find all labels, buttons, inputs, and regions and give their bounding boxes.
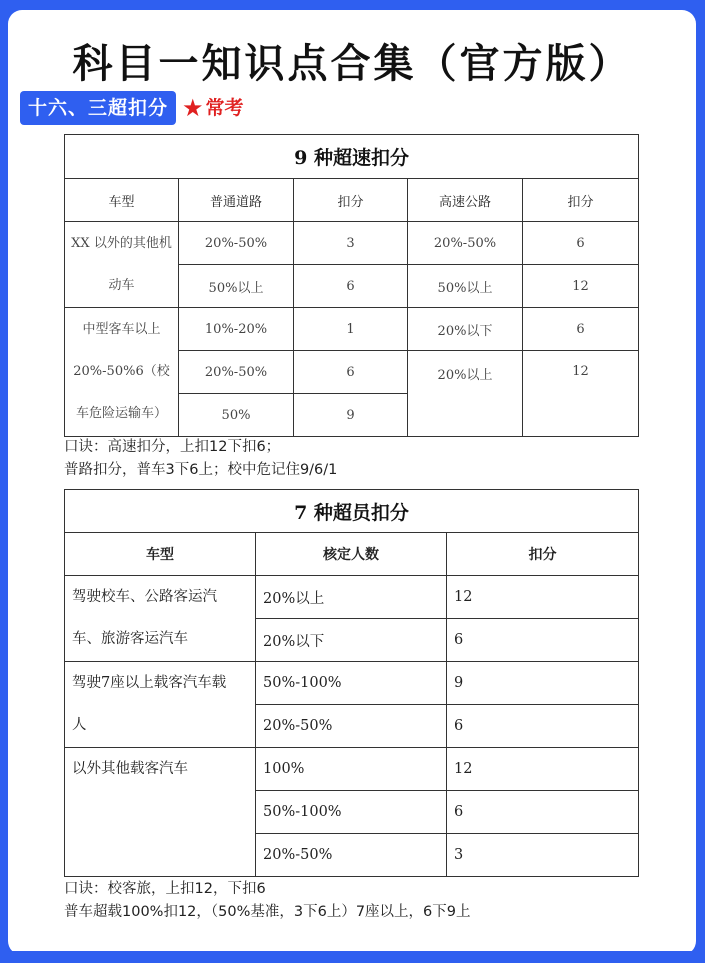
vehicle-type-cell bbox=[65, 662, 256, 748]
page-title: 科目一知识点合集（官方版） bbox=[72, 40, 632, 87]
road-points-cell: 6 bbox=[294, 265, 408, 308]
table-row bbox=[65, 576, 639, 619]
table-row bbox=[65, 222, 639, 265]
column-header: 高速公路 bbox=[408, 179, 523, 222]
vehicle-line: 中型客车以上 bbox=[82, 322, 161, 337]
table-row bbox=[65, 662, 639, 705]
ratio-cell: 20%-50% bbox=[256, 834, 447, 877]
highway-range-cell: 20%以上 bbox=[408, 351, 523, 437]
highway-range-cell: 20%以下 bbox=[408, 308, 523, 351]
column-header: 普通道路 bbox=[179, 179, 294, 222]
road-points-cell: 3 bbox=[294, 222, 408, 265]
highway-points-cell: 12 bbox=[523, 351, 639, 437]
points-cell: 6 bbox=[447, 791, 639, 834]
vehicle-line: 车、旅游客运汽车 bbox=[72, 631, 188, 647]
bottom-border bbox=[0, 951, 705, 963]
vehicle-type-cell: 以外其他载客汽车 bbox=[65, 748, 256, 877]
points-cell: 12 bbox=[447, 748, 639, 791]
section-label: 十六、三超扣分 bbox=[20, 91, 176, 125]
section-header bbox=[20, 90, 244, 126]
points-cell: 6 bbox=[447, 619, 639, 662]
vehicle-line: 20%-50%6（校 bbox=[73, 364, 170, 379]
table-caption: 9 种超速扣分 bbox=[65, 135, 639, 179]
table-row bbox=[65, 748, 639, 791]
road-range-cell: 20%-50% bbox=[179, 222, 294, 265]
mnemonic-line: 普路扣分，普车3下6上；校中危记住9/6/1 bbox=[64, 462, 338, 478]
ratio-cell: 50%-100% bbox=[256, 662, 447, 705]
road-points-cell: 9 bbox=[294, 394, 408, 437]
vehicle-line: 驾驶7座以上载客汽车载 bbox=[72, 675, 227, 691]
vehicle-line: 人 bbox=[72, 717, 87, 733]
star-icon: ★ bbox=[182, 94, 204, 122]
speeding-mnemonic bbox=[64, 436, 337, 482]
highway-range-cell: 20%-50% bbox=[408, 222, 523, 265]
ratio-cell: 20%-50% bbox=[256, 705, 447, 748]
ratio-cell: 20%以下 bbox=[256, 619, 447, 662]
column-header: 车型 bbox=[65, 179, 179, 222]
mnemonic-line: 普车超载100%扣12，（50%基准，3下6上）7座以上，6下9上 bbox=[64, 904, 471, 920]
table-caption: 7 种超员扣分 bbox=[65, 490, 639, 533]
column-header: 车型 bbox=[65, 533, 256, 576]
frequent-badge: 常考 bbox=[205, 97, 244, 119]
ratio-cell: 20%以上 bbox=[256, 576, 447, 619]
table-row bbox=[65, 308, 639, 351]
column-header: 扣分 bbox=[523, 179, 639, 222]
column-header: 扣分 bbox=[294, 179, 408, 222]
points-cell: 9 bbox=[447, 662, 639, 705]
mnemonic-line: 口诀：校客旅，上扣12，下扣6 bbox=[64, 881, 266, 897]
vehicle-line: 车危险运输车） bbox=[75, 406, 167, 421]
points-cell: 12 bbox=[447, 576, 639, 619]
highway-points-cell: 6 bbox=[523, 222, 639, 265]
column-header: 扣分 bbox=[447, 533, 639, 576]
overload-penalty-table bbox=[64, 489, 639, 877]
points-cell: 3 bbox=[447, 834, 639, 877]
ratio-cell: 100% bbox=[256, 748, 447, 791]
mnemonic-line: 口诀：高速扣分，上扣12下扣6； bbox=[64, 439, 281, 455]
road-range-cell: 50%以上 bbox=[179, 265, 294, 308]
vehicle-type-cell: XX 以外的其他机动车 bbox=[65, 222, 179, 308]
highway-points-cell: 6 bbox=[523, 308, 639, 351]
vehicle-type-cell bbox=[65, 308, 179, 437]
road-range-cell: 50% bbox=[179, 394, 294, 437]
speeding-penalty-table bbox=[64, 134, 639, 437]
ratio-cell: 50%-100% bbox=[256, 791, 447, 834]
column-header: 核定人数 bbox=[256, 533, 447, 576]
road-range-cell: 10%-20% bbox=[179, 308, 294, 351]
road-range-cell: 20%-50% bbox=[179, 351, 294, 394]
content-card bbox=[8, 10, 696, 955]
road-points-cell: 1 bbox=[294, 308, 408, 351]
highway-points-cell: 12 bbox=[523, 265, 639, 308]
vehicle-line: 驾驶校车、公路客运汽 bbox=[72, 589, 217, 605]
road-points-cell: 6 bbox=[294, 351, 408, 394]
overload-mnemonic bbox=[64, 878, 471, 924]
points-cell: 6 bbox=[447, 705, 639, 748]
vehicle-type-cell bbox=[65, 576, 256, 662]
highway-range-cell: 50%以上 bbox=[408, 265, 523, 308]
